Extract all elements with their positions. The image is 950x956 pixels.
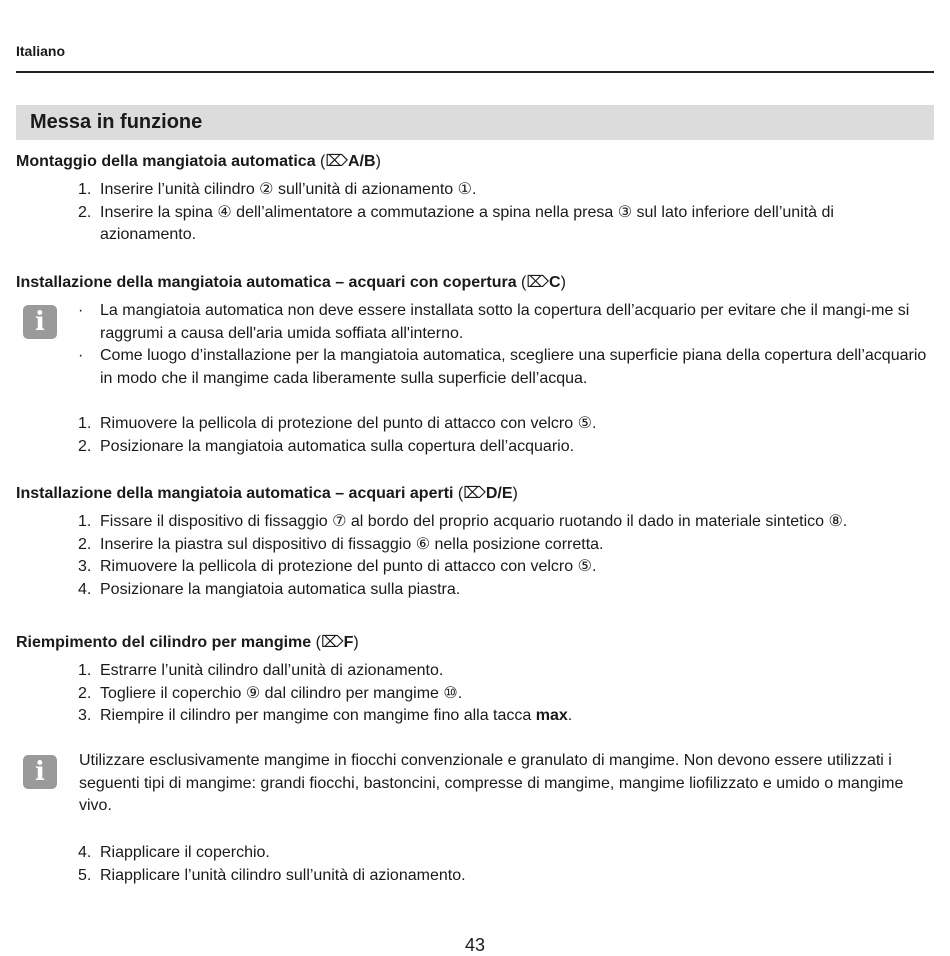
section-title-text: Montaggio della mangiatoia automatica [16, 153, 316, 170]
steps-list-aperti [78, 511, 934, 601]
steps-list-montaggio [78, 179, 934, 247]
info-icon: i [23, 305, 57, 339]
section-title-text: Riempimento del cilindro per mangime [16, 634, 312, 651]
figure-ref: (⌦D/E) [453, 485, 518, 502]
list-item: 2. Posizionare la mangiatoia automatica sulla copertura dell’acquario. [78, 437, 575, 455]
list-item: 4. Posizionare la mangiatoia automatica sulla piastra. [78, 580, 461, 598]
list-item: 1. Inserire l’unità cilindro ② sull’unità di azionamento ①. [78, 181, 477, 198]
section-title-riempimento [16, 632, 359, 652]
list-item: 5. Riapplicare l’unità cilindro sull’unità di azionamento. [78, 866, 466, 884]
section-title-aperti [16, 483, 518, 503]
steps-list-riempimento [78, 660, 934, 728]
list-item: 2. Inserire la spina ④ dell’alimentatore a commutazione a spina nella presa ③ sul lato inferiore dell’unità di azionamento. [78, 203, 834, 243]
section-title-text: Installazione della mangiatoia automatica – acquari con copertura [16, 274, 517, 291]
language-label: Italiano [16, 43, 66, 59]
steps-list-copertura [78, 413, 934, 458]
section-title-copertura [16, 272, 566, 292]
list-item: 2. Inserire la piastra sul dispositivo di fissaggio ⑥ nella posizione corretta. [78, 535, 604, 553]
steps-list-riempimento-after [78, 842, 934, 887]
list-item: 3. Rimuovere la pellicola di protezione del punto di attacco con velcro ⑤. [78, 558, 597, 575]
list-item: · La mangiatoia automatica non deve essere installata sotto la copertura dell’acquario per evitare che il mangi-me si raggrumi a causa dell'aria umida soffiata all'interno. [78, 302, 910, 342]
header-rule [16, 71, 934, 73]
list-item: 1. Rimuovere la pellicola di protezione del punto di attacco con velcro ⑤. [78, 415, 597, 432]
list-item: 3. Riempire il cilindro per mangime con mangime fino alla tacca max. [78, 707, 573, 724]
notes-list-copertura [78, 300, 934, 390]
banner-title: Messa in funzione [30, 111, 203, 133]
section-banner [16, 105, 934, 140]
list-item: 1. Fissare il dispositivo di fissaggio ⑦ al bordo del proprio acquario ruotando il dado in materiale sintetico ⑧. [78, 513, 848, 530]
figure-ref: (⌦C) [516, 274, 566, 291]
figure-ref: (⌦F) [311, 634, 359, 651]
page-number: 43 [464, 935, 486, 955]
info-icon: i [23, 755, 57, 789]
info-note: Utilizzare esclusivamente mangime in fiocchi convenzionale e granulato di mangime. Non devono essere utilizzati i seguenti tipi di mangime: grandi fiocchi, bastoncini, compresse di mangime, mangime liofilizzato e umido o mangime vivo. [79, 752, 904, 814]
section-title-text: Installazione della mangiatoia automatica – acquari aperti [16, 485, 454, 502]
list-item: 2. Togliere il coperchio ⑨ dal cilindro per mangime ⑩. [78, 684, 463, 702]
section-title-montaggio [16, 151, 381, 171]
list-item: · Come luogo d’installazione per la mangiatoia automatica, scegliere una superficie piana della copertura dell’acquario in modo che il mangime cada liberamente sulla superficie dell’acqua. [78, 347, 927, 387]
list-item: 1. Estrarre l’unità cilindro dall’unità di azionamento. [78, 662, 444, 679]
list-item: 4. Riapplicare il coperchio. [78, 844, 270, 861]
figure-ref: (⌦A/B) [315, 153, 381, 170]
